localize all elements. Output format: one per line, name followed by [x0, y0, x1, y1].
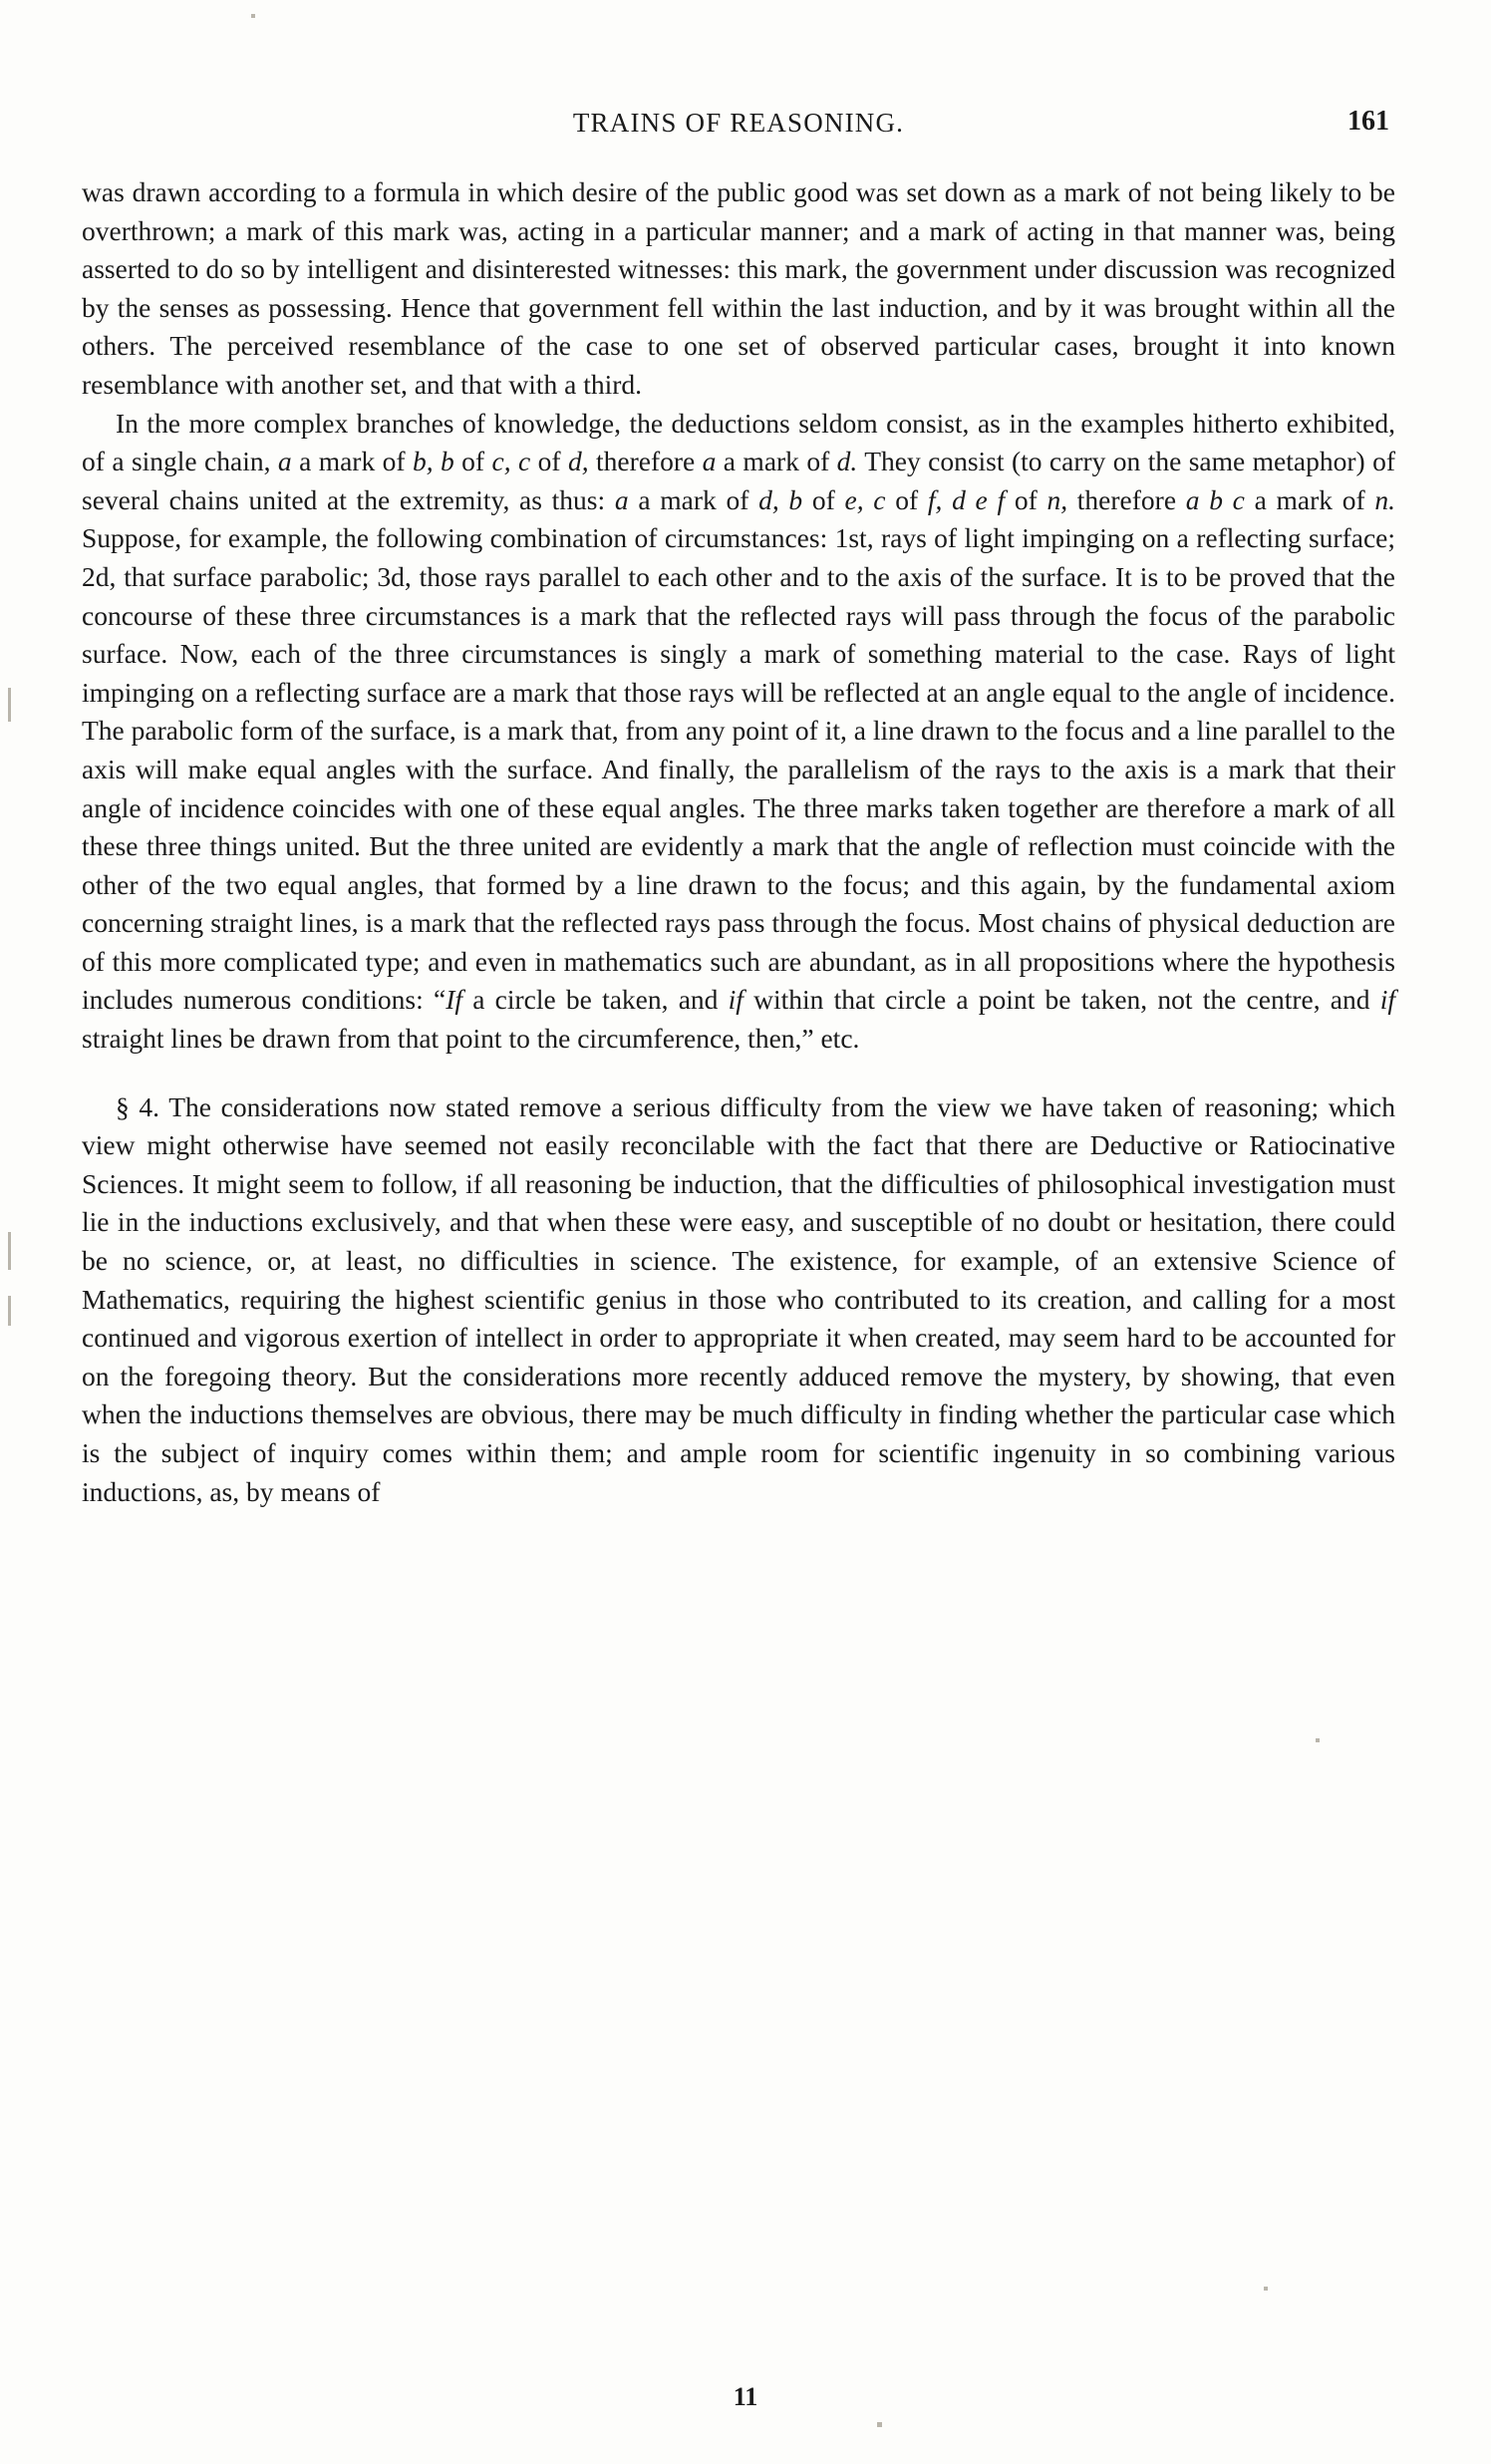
text-run: a circle be taken, and: [462, 984, 729, 1016]
italic-variable: a: [277, 446, 292, 477]
text-run: a mark of: [628, 483, 759, 515]
italic-variable: n.: [1374, 483, 1395, 515]
text-run: within that circle a point be taken, not the centre, and: [743, 984, 1380, 1016]
paragraph-spacer: [82, 1059, 1395, 1088]
italic-variable: a: [702, 446, 717, 477]
page-header: [82, 96, 1395, 154]
text-run: of: [1005, 483, 1047, 515]
text-run: [434, 446, 441, 476]
page-number: 161: [1347, 106, 1389, 137]
body-text: [82, 173, 1395, 1511]
italic-emphasis: if: [1379, 984, 1395, 1016]
italic-variable: e, c: [844, 483, 886, 515]
text-run: straight lines be drawn from that point to the circumference, then,” etc.: [82, 1023, 860, 1055]
text-run: of: [530, 446, 568, 477]
text-run: In the more complex branches of knowledge, the deductions seldom consist, as in the examples hitherto exhibited, of a single chain,: [82, 407, 1395, 477]
page-edge-speck: [1264, 2287, 1268, 2291]
text-run: a mark of: [291, 446, 413, 477]
text-run: therefore: [1067, 483, 1186, 515]
page-edge-speck: [8, 688, 11, 722]
text-run: of: [802, 483, 845, 515]
text-run: therefore: [588, 446, 703, 477]
text-run: of: [885, 483, 928, 515]
running-head: TRAINS OF REASONING.: [572, 108, 905, 138]
page-content: [82, 96, 1395, 1511]
italic-variable: b: [440, 446, 454, 477]
text-run: They consist (to carry on the same metaphor) of several chains united at the extremity, as thus:: [82, 446, 1395, 515]
text-run: a mark of: [716, 446, 837, 477]
page-edge-speck: [8, 1296, 11, 1326]
paragraph-continued: was drawn according to a formula in which desire of the public good was set down as a mark of not being likely to be overthrown; a mark of this mark was, acting in a particular manner; and a mark of acting in that manner was, being asserted to do so by intelligent and disinterested witnesses: this mark, the government under discussion was recognized by the senses as possessing. Hence that government fell within the last induction, and by it was brought within all the others. The perceived resemblance of the case to one set of observed particular cases, brought it into known resemblance with another set, and that with a third.: [82, 176, 1395, 400]
italic-emphasis: if: [728, 984, 744, 1016]
italic-emphasis: If: [446, 984, 462, 1016]
italic-variable: b,: [412, 446, 434, 477]
text-run: of: [453, 446, 492, 477]
signature-mark: 11: [733, 2382, 758, 2411]
italic-variable: n,: [1046, 483, 1068, 515]
page-edge-speck: [1316, 1738, 1320, 1742]
italic-variable: c, c: [491, 446, 531, 477]
italic-variable: a b c: [1185, 483, 1245, 515]
italic-variable: d,: [567, 446, 589, 477]
text-run: a mark of: [1244, 483, 1375, 515]
paragraph-complex-branches: [82, 405, 1395, 1059]
page-edge-speck: [251, 14, 255, 18]
page-edge-speck: [877, 2422, 882, 2427]
italic-variable: d.: [836, 446, 858, 477]
italic-variable: a: [614, 483, 629, 515]
text-run: Suppose, for example, the following combination of circumstances: 1st, rays of light impinging on a reflecting surface; 2d, that surface parabolic; 3d, those rays parallel to each other and to the axis of the surface. It is to be proved that the concourse of these three circumstances is a mark that the reflected rays will pass through the focus of the parabolic surface. Now, each of the three circumstances is singly a mark of something material to the case. Rays of light impinging on a reflecting surface are a mark that those rays will be reflected at an angle equal to the angle of incidence. The parabolic form of the surface, is a mark that, from any point of it, a line drawn to the focus and a line parallel to the axis will make equal angles with the surface. And finally, the parallelism of the rays to the axis is a mark that their angle of incidence coincides with one of these equal angles. The three marks taken together are therefore a mark of all these three things united. But the three united are evidently a mark that the angle of reflection must coincide with the other of the two equal angles, that formed by a line drawn to the focus; and this again, by the fundamental axiom concerning straight lines, is a mark that the reflected rays pass through the focus. Most chains of physical deduction are of this more complicated type; and even in mathematics such are abundant, as in all propositions where the hypothesis includes numerous conditions: “: [82, 522, 1395, 1016]
paragraph-section-4: § 4. The considerations now stated remove a serious difficulty from the view we have taken of reasoning; which view might otherwise have seemed not easily reconcilable with the fact that there are Deductive or Ratiocinative Sciences. It might seem to follow, if all reasoning be induction, that the difficulties of philosophical investigation must lie in the inductions exclusively, and that when these were easy, and susceptible of no doubt or hesitation, there could be no science, or, at least, no difficulties in science. The existence, for example, of an extensive Science of Mathematics, requiring the highest scientific genius in those who contributed to its creation, and calling for a most continued and vigorous exertion of intellect in order to appropriate it when created, may seem hard to be accounted for on the foregoing theory. But the considerations more recently adduced remove the mystery, by showing, that even when the inductions themselves are obvious, there may be much difficulty in finding whether the particular case which is the subject of inquiry comes within them; and ample room for scientific ingenuity in so combining various inductions, as, by means of: [82, 1090, 1395, 1507]
italic-variable: d, b: [758, 483, 803, 515]
italic-variable: f, d e f: [927, 483, 1006, 515]
page-edge-speck: [8, 1232, 11, 1270]
